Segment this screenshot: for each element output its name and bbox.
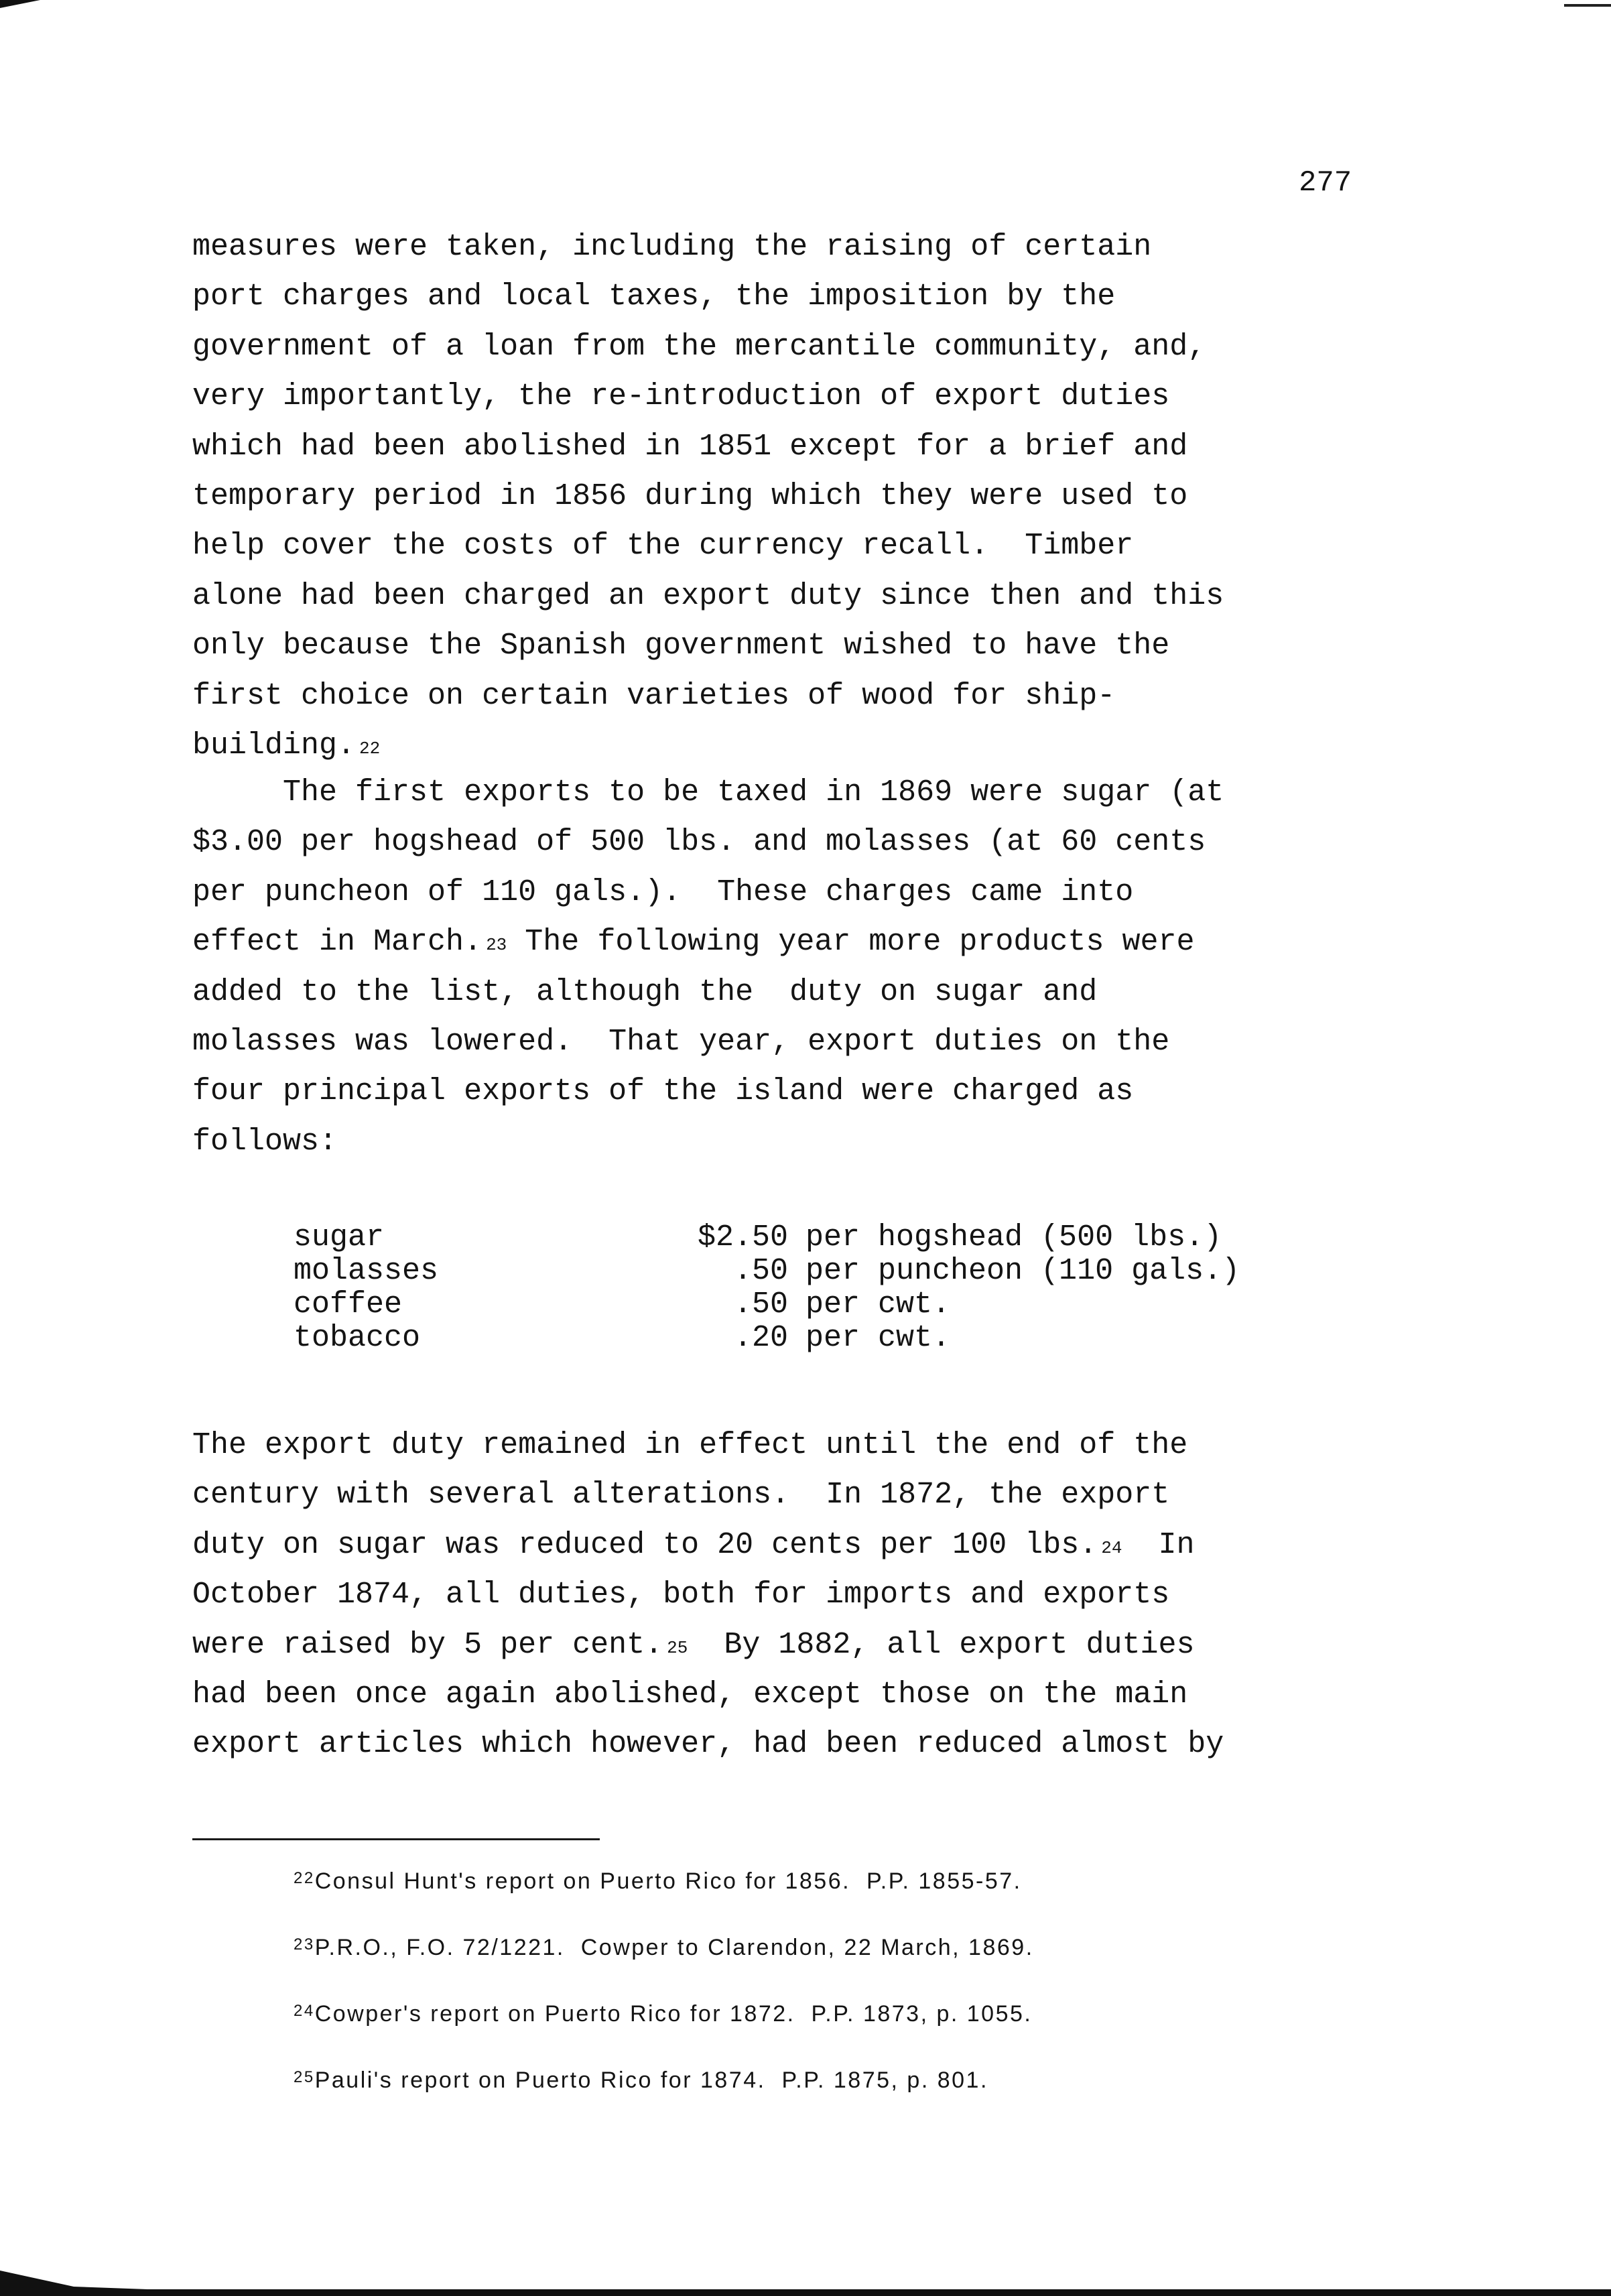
- duty-unit: per puncheon (110 gals.): [806, 1254, 1240, 1288]
- footnote-ref-24: 24: [1101, 1537, 1122, 1558]
- text-fragment: By 1882, all export duties: [688, 1627, 1195, 1662]
- duty-amount: .50: [733, 1287, 788, 1322]
- text-fragment: building.: [192, 728, 356, 763]
- footnote-text: P.R.O., F.O. 72/1221. Cowper to Clarendon, 22 March, 1869.: [314, 1935, 1034, 1960]
- page-number: 277: [1299, 166, 1352, 200]
- commodity-name: tobacco: [294, 1321, 421, 1355]
- scan-bottom-edge: [0, 2269, 1611, 2296]
- text-line: [192, 917, 1224, 967]
- text-line: very importantly, the re-introduction of export duties: [192, 379, 1170, 414]
- text-line: export articles which however, had been reduced almost by: [192, 1727, 1224, 1762]
- footnote-number: 23: [294, 1935, 315, 1954]
- text-line: October 1874, all duties, both for imports and exports: [192, 1578, 1170, 1612]
- footnote-22: [294, 1867, 1034, 1933]
- footnote-text: Pauli's report on Puerto Rico for 1874. P.P. 1875, p. 801.: [314, 2067, 988, 2093]
- footnotes: [294, 1867, 1034, 2132]
- paragraph-3: [192, 1421, 1224, 1770]
- footnote-ref-22: 22: [359, 739, 381, 759]
- text-line: four principal exports of the island were charged as: [192, 1074, 1134, 1109]
- text-line: help cover the costs of the currency recall. Timber: [192, 529, 1134, 564]
- table-row: [294, 1255, 1240, 1288]
- duty-amount: $2.50: [697, 1220, 788, 1255]
- footnote-ref-25: 25: [667, 1637, 688, 1658]
- footnote-number: 22: [294, 1869, 315, 1887]
- scan-corner-mark: [0, 0, 40, 8]
- text-fragment: duty on sugar was reduced to 20 cents per 100 lbs.: [192, 1527, 1098, 1562]
- paragraph-2: [192, 768, 1224, 1167]
- text-line: follows:: [192, 1124, 338, 1159]
- footnote-24: [294, 2000, 1034, 2066]
- text-line: The export duty remained in effect until the end of the: [192, 1428, 1188, 1462]
- duty-unit: per hogshead (500 lbs.): [806, 1220, 1222, 1255]
- text-line: [192, 721, 1224, 771]
- footnote-text: Cowper's report on Puerto Rico for 1872. P.P. 1873, p. 1055.: [314, 2001, 1033, 2027]
- text-fragment: effect in March.: [192, 925, 482, 960]
- footnote-25: [294, 2066, 1034, 2132]
- text-line: [192, 1620, 1224, 1670]
- text-line: temporary period in 1856 during which they were used to: [192, 479, 1188, 514]
- text-line: per puncheon of 110 gals.). These charges came into: [192, 875, 1134, 909]
- commodity-name: coffee: [294, 1287, 403, 1322]
- duty-amount: .50: [733, 1254, 788, 1288]
- text-line: molasses was lowered. That year, export duties on the: [192, 1025, 1170, 1060]
- table-row: [294, 1322, 1240, 1355]
- text-line: added to the list, although the duty on sugar and: [192, 974, 1098, 1009]
- footnote-number: 24: [294, 2002, 315, 2020]
- footnote-ref-23: 23: [486, 935, 507, 956]
- text-line: government of a loan from the mercantile community, and,: [192, 329, 1206, 364]
- duty-amount: .20: [733, 1321, 788, 1355]
- text-line: [192, 1521, 1224, 1570]
- text-line: $3.00 per hogshead of 500 lbs. and molasses (at 60 cents: [192, 825, 1206, 860]
- commodity-name: sugar: [294, 1220, 385, 1255]
- footnote-text: Consul Hunt's report on Puerto Rico for 1856. P.P. 1855-57.: [314, 1868, 1022, 1894]
- text-line: first choice on certain varieties of wood for ship-: [192, 678, 1116, 713]
- paragraph-1: [192, 222, 1224, 771]
- text-line: only because the Spanish government wished to have the: [192, 629, 1170, 663]
- text-line: The first exports to be taxed in 1869 were sugar (at: [192, 775, 1224, 810]
- text-line: which had been abolished in 1851 except for a brief and: [192, 429, 1188, 464]
- footnote-23: [294, 1933, 1034, 2000]
- text-line: had been once again abolished, except those on the main: [192, 1677, 1188, 1712]
- text-line: century with several alterations. In 1872, the export: [192, 1478, 1170, 1513]
- table-row: [294, 1221, 1240, 1255]
- text-fragment: In: [1122, 1527, 1195, 1562]
- scan-edge-mark: [1564, 4, 1611, 7]
- footnote-number: 25: [294, 2068, 315, 2086]
- footnote-divider: [192, 1838, 600, 1840]
- duty-unit: per cwt.: [806, 1287, 951, 1322]
- text-line: measures were taken, including the raising of certain: [192, 230, 1152, 264]
- export-duty-table: [294, 1221, 1240, 1355]
- text-fragment: were raised by 5 per cent.: [192, 1627, 663, 1662]
- commodity-name: molasses: [294, 1254, 439, 1288]
- table-row: [294, 1288, 1240, 1322]
- text-line: alone had been charged an export duty since then and this: [192, 578, 1224, 613]
- text-line: port charges and local taxes, the imposition by the: [192, 279, 1116, 314]
- duty-unit: per cwt.: [806, 1321, 951, 1355]
- text-fragment: The following year more products were: [507, 925, 1195, 960]
